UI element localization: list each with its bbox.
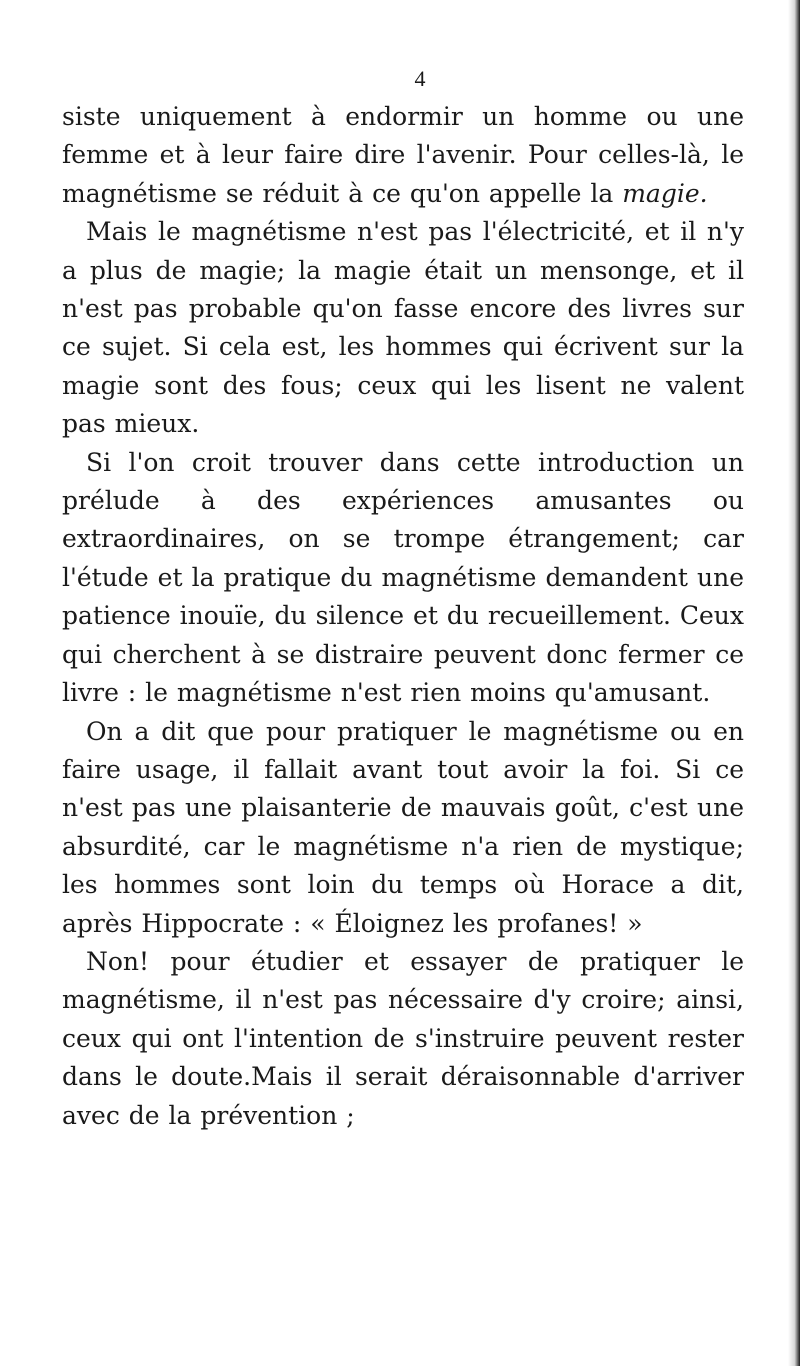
paragraph-5: Non! pour étudier et essayer de pratiquer le magnétisme, il n'est pas nécessaire d'y croire; ainsi, ceux qui ont l'intention de s'instruire peuvent rester dans le doute.Mais il serait déraisonnable d'arriver avec de la prévention ; <box>62 946 744 1130</box>
paragraph-3: Si l'on croit trouver dans cette introduction un prélude à des expériences amusantes ou extraordinaires, on se trompe étrangement; car l'étude et la pratique du magnétisme demandent une patience inouïe, du silence et du recueillement. Ceux qui cherchent à se distraire peuvent donc fermer ce livre : le magnétisme n'est rien moins qu'amusant. <box>62 447 744 708</box>
paragraph-1 <box>62 98 744 213</box>
page-number: 4 <box>414 66 426 91</box>
body-text <box>62 98 744 1135</box>
paragraph-1-text: siste uniquement à endormir un homme ou une femme et à leur faire dire l'avenir. Pour celles-là, le magnétisme se réduit à ce qu'on appelle la <box>62 102 744 208</box>
paragraph-1-italic-word: magie. <box>622 178 708 208</box>
paragraph-4: On a dit que pour pratiquer le magnétisme ou en faire usage, il fallait avant tout avoir la foi. Si ce n'est pas une plaisanterie de mauvais goût, c'est une absurdité, car le magnétisme n'a rien de mystique; les hommes sont loin du temps où Horace a dit, après Hippocrate : « Éloignez les profanes! » <box>62 716 744 938</box>
paragraph-2: Mais le magnétisme n'est pas l'électricité, et il n'y a plus de magie; la magie était un mensonge, et il n'est pas probable qu'on fasse encore des livres sur ce sujet. Si cela est, les hommes qui écrivent sur la magie sont des fous; ceux qui les lisent ne valent pas mieux. <box>62 217 744 439</box>
page-edge-shadow <box>788 0 800 1366</box>
